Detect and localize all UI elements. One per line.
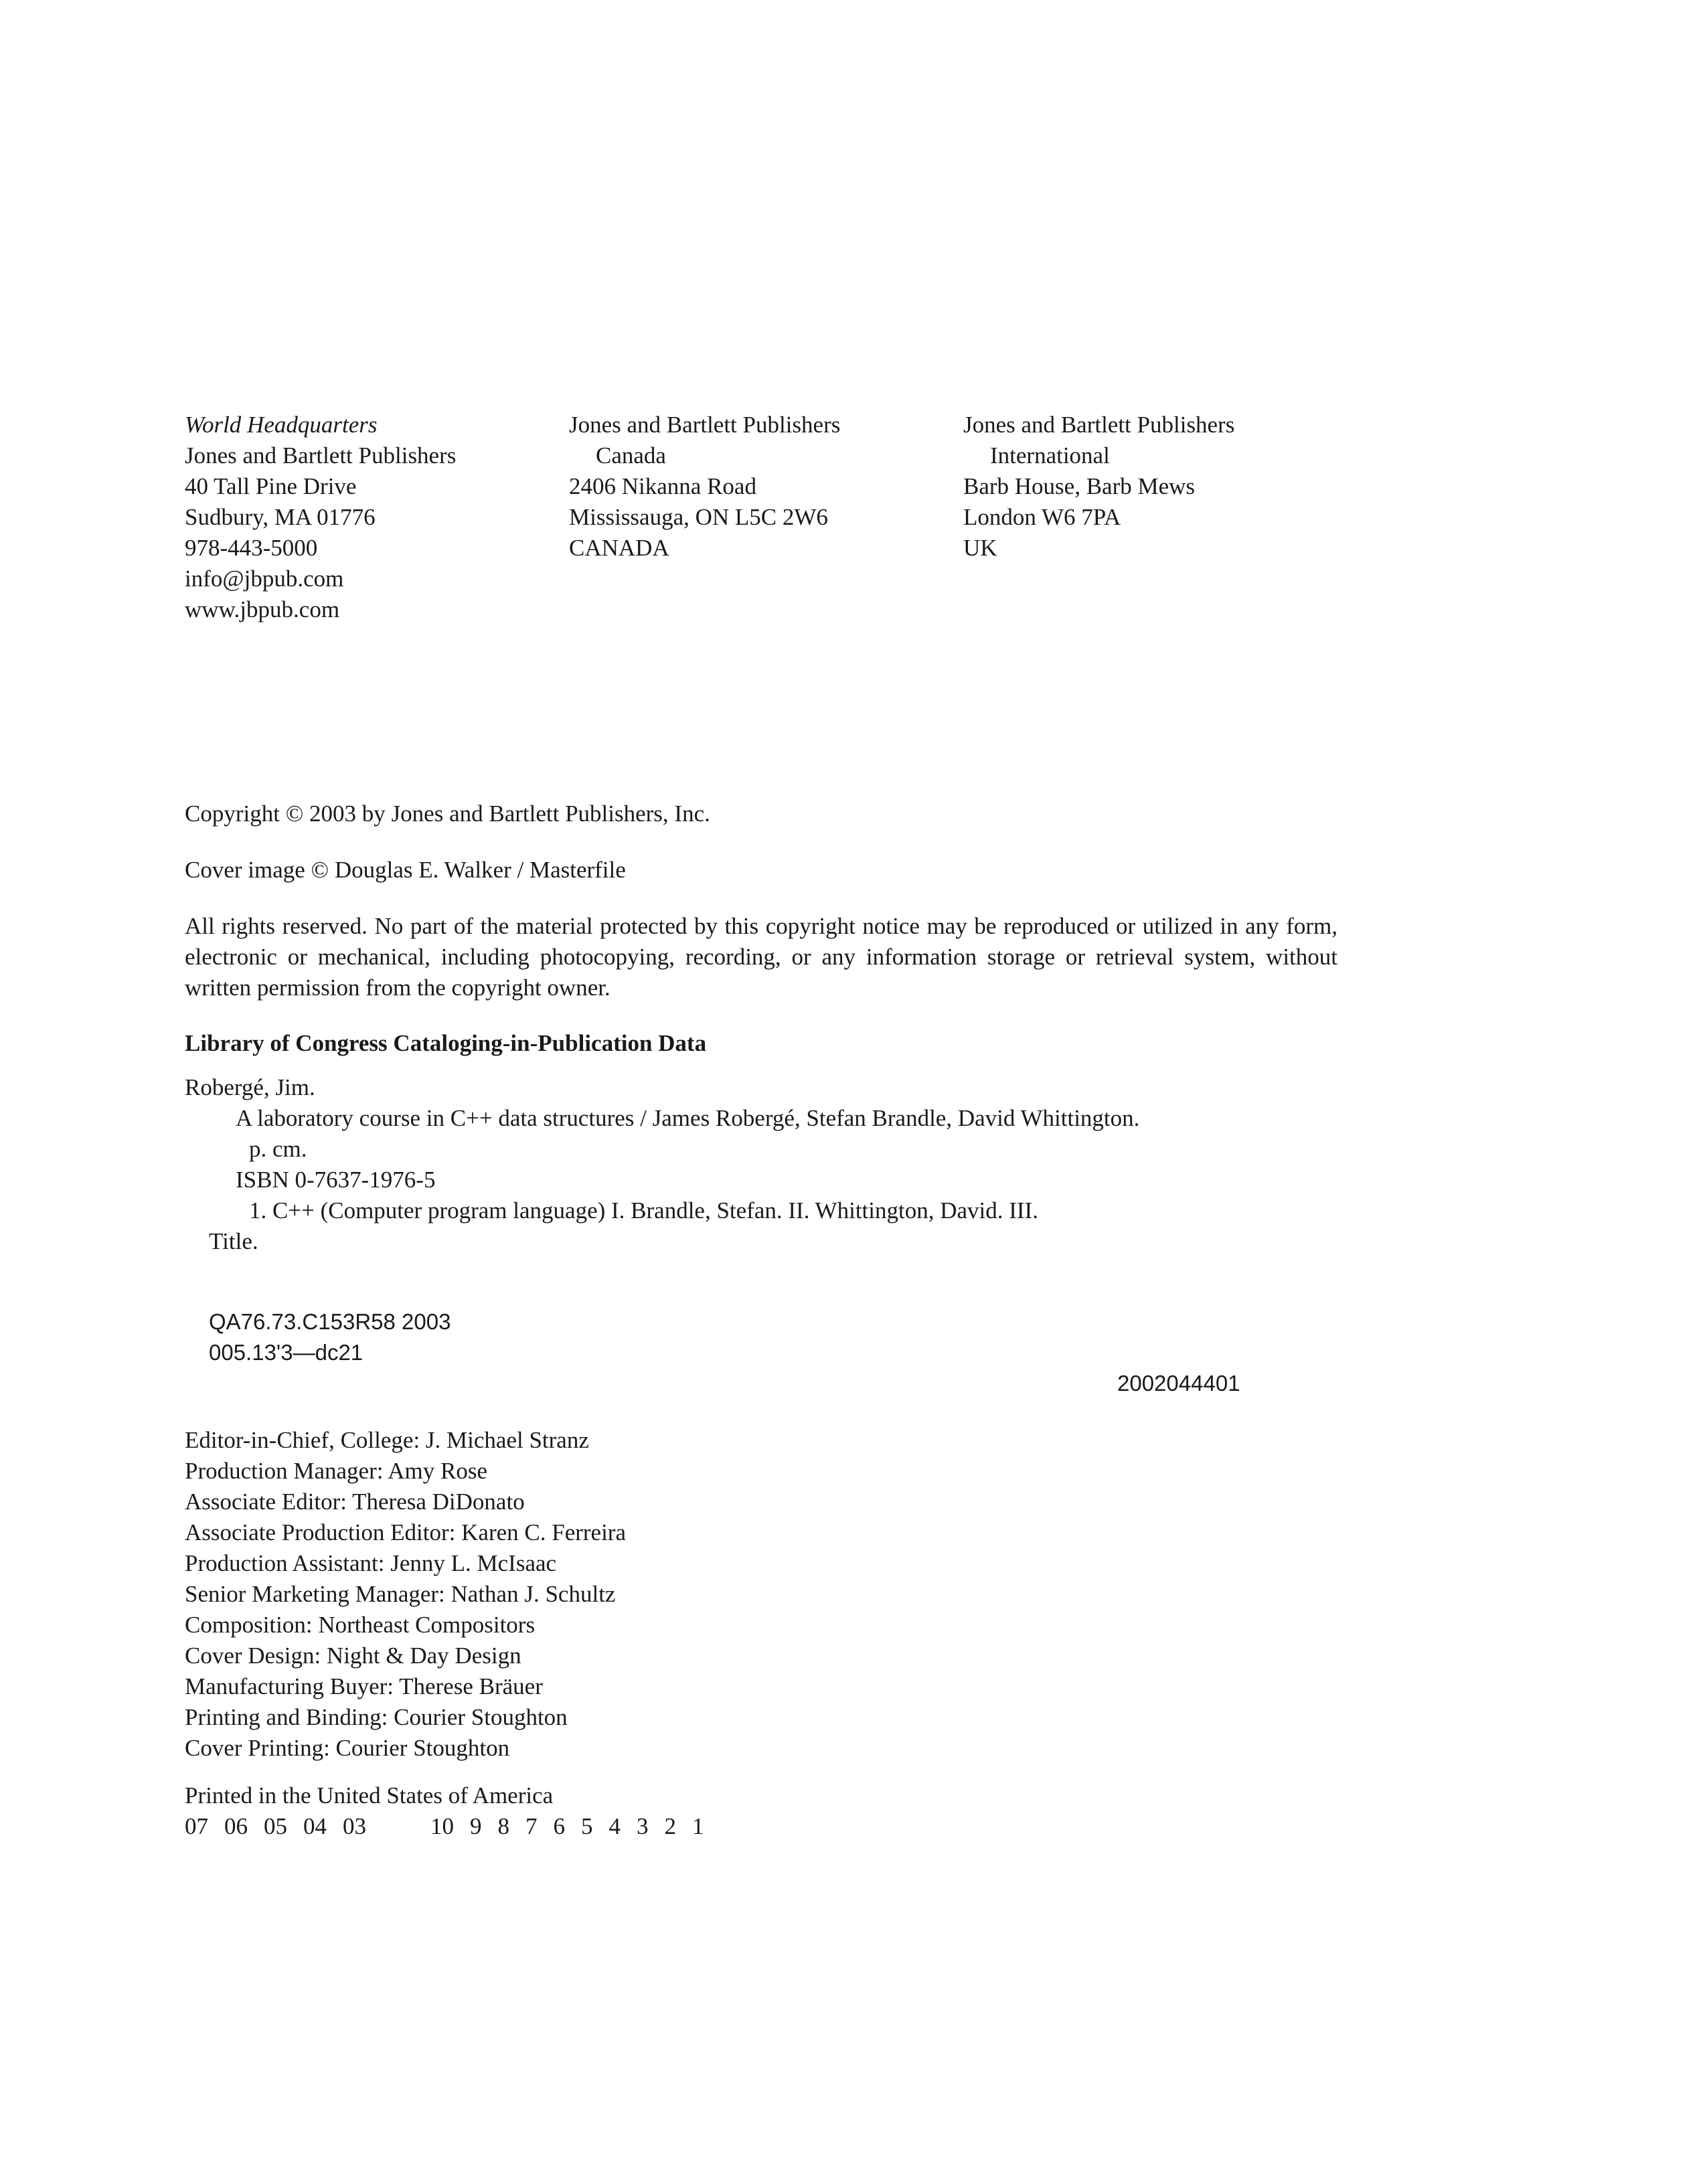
printing-year: 06 <box>224 1813 248 1839</box>
hq-label: World Headquarters <box>185 412 378 438</box>
printing-year: 05 <box>264 1813 287 1839</box>
credit-line: Manufacturing Buyer: Therese Bräuer <box>185 1673 543 1699</box>
printing-impression: 6 <box>553 1813 565 1839</box>
cip-author: Robergé, Jim. <box>185 1074 315 1100</box>
hq-phone: 978-443-5000 <box>185 535 318 561</box>
credit-line: Associate Production Editor: Karen C. Ferreira <box>185 1519 626 1545</box>
hq-line: 40 Tall Pine Drive <box>185 473 357 499</box>
cip-subjects: 1. C++ (Computer program language) I. Brandle, Stefan. II. Whittington, David. III. <box>249 1197 1038 1224</box>
address-international <box>963 410 1234 564</box>
cip-pages: p. cm. <box>249 1136 307 1162</box>
rights-notice: All rights reserved. No part of the material protected by this copyright notice may be reproduced or utilized in any form, electronic or mechanical, including photocopying, recording, or any information storage or retrieval system, without written permission from the copyright owner. <box>185 913 1337 1001</box>
printing-impression: 7 <box>525 1813 538 1839</box>
printing-impression: 10 <box>430 1813 454 1839</box>
credit-line: Associate Editor: Theresa DiDonato <box>185 1489 525 1515</box>
credit-line: Production Assistant: Jenny L. McIsaac <box>185 1550 557 1576</box>
canada-line: CANADA <box>569 535 669 561</box>
printing-year: 07 <box>185 1813 208 1839</box>
canada-line: Jones and Bartlett Publishers <box>569 412 841 438</box>
printed-in: Printed in the United States of America <box>185 1782 554 1809</box>
hq-line: Sudbury, MA 01776 <box>185 504 376 530</box>
intl-line: Jones and Bartlett Publishers <box>963 412 1235 438</box>
cip-control-number: 2002044401 <box>1117 1371 1240 1396</box>
cip-subjects-cont: Title. <box>209 1228 258 1254</box>
hq-line: Jones and Bartlett Publishers <box>185 442 457 469</box>
canada-line: Mississauga, ON L5C 2W6 <box>569 504 828 530</box>
cip-lc-class: QA76.73.C153R58 2003 <box>209 1309 451 1334</box>
printing-year: 04 <box>303 1813 327 1839</box>
hq-email: info@jbpub.com <box>185 566 344 592</box>
printing-impression: 5 <box>581 1813 593 1839</box>
canada-line: 2406 Nikanna Road <box>569 473 756 499</box>
printing-impression: 2 <box>664 1813 676 1839</box>
hq-website: www.jbpub.com <box>185 596 340 622</box>
address-hq <box>185 410 456 625</box>
printing-impression: 1 <box>692 1813 704 1839</box>
printing-year: 03 <box>343 1813 366 1839</box>
intl-line: UK <box>963 535 997 561</box>
printing-impression: 8 <box>497 1813 509 1839</box>
credit-line: Senior Marketing Manager: Nathan J. Schultz <box>185 1581 616 1607</box>
credit-line: Composition: Northeast Compositors <box>185 1612 536 1638</box>
credits-list <box>185 1425 626 1764</box>
cip-isbn: ISBN 0-7637-1976-5 <box>236 1167 436 1193</box>
cover-image-credit: Cover image © Douglas E. Walker / Masterfile <box>185 857 626 883</box>
printing-impression: 9 <box>470 1813 482 1839</box>
credit-line: Production Manager: Amy Rose <box>185 1458 488 1484</box>
intl-line: London W6 7PA <box>963 504 1121 530</box>
copyright-line: Copyright © 2003 by Jones and Bartlett Publishers, Inc. <box>185 801 710 827</box>
intl-line: International <box>990 442 1110 469</box>
cip-heading: Library of Congress Cataloging-in-Publication Data <box>185 1030 707 1056</box>
printing-impression: 4 <box>608 1813 621 1839</box>
credit-line: Editor-in-Chief, College: J. Michael Stranz <box>185 1427 589 1453</box>
credit-line: Cover Design: Night & Day Design <box>185 1643 521 1669</box>
credit-line: Printing and Binding: Courier Stoughton <box>185 1704 568 1730</box>
credit-line: Cover Printing: Courier Stoughton <box>185 1735 510 1761</box>
cip-title: A laboratory course in C++ data structures / James Robergé, Stefan Brandle, David Whittington. <box>236 1105 1140 1131</box>
cip-dewey: 005.13'3—dc21 <box>209 1340 363 1365</box>
address-canada <box>569 410 840 564</box>
printing-impression: 3 <box>637 1813 649 1839</box>
printing-numbers <box>185 1811 720 1842</box>
canada-line: Canada <box>596 442 666 469</box>
intl-line: Barb House, Barb Mews <box>963 473 1196 499</box>
